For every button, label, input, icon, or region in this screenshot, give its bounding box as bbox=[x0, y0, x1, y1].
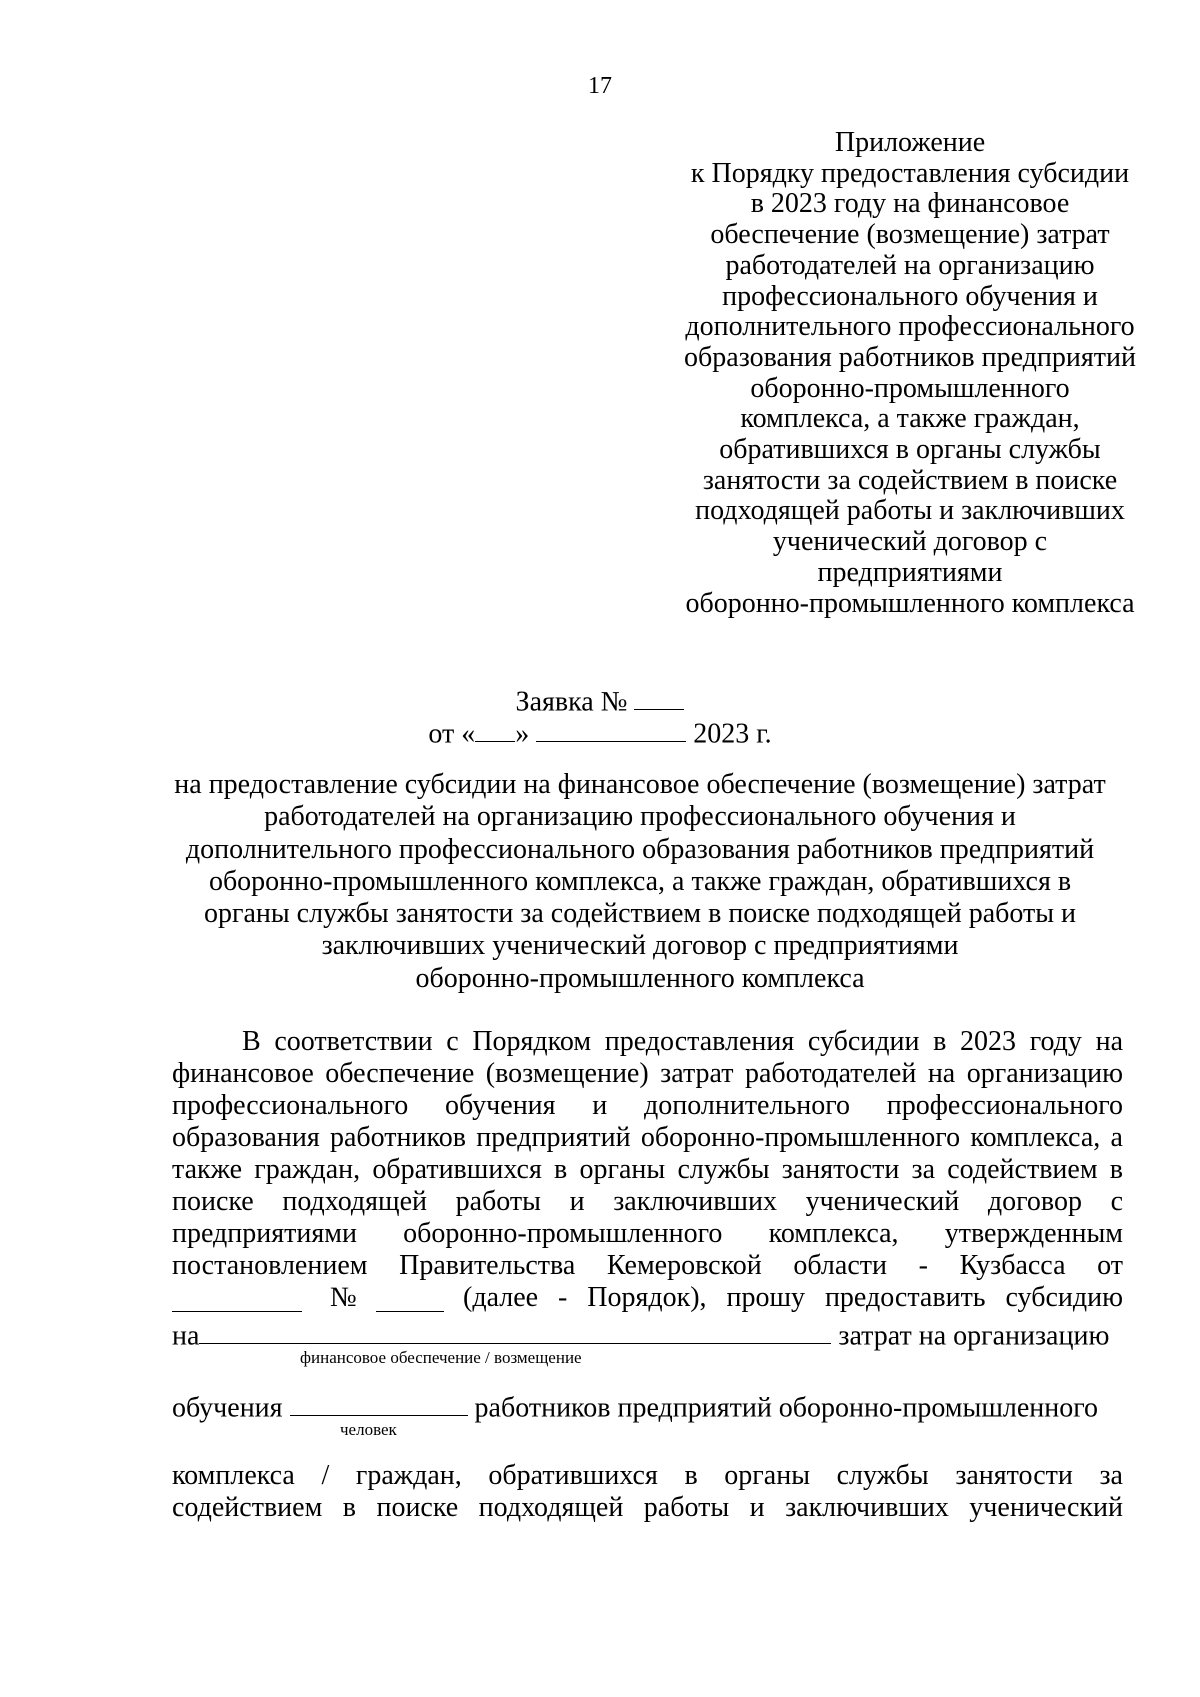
body-line-subsidy-type bbox=[172, 1314, 1109, 1352]
appendix-line: обеспечение (возмещение) затрат bbox=[710, 219, 1110, 251]
appendix-line: оборонно-промышленного комплекса bbox=[685, 587, 1135, 619]
subject-line: оборонно-промышленного комплекса, а также граждан, обратившихся в bbox=[208, 865, 1072, 897]
application-number-blank[interactable] bbox=[634, 680, 684, 710]
decree-date-blank[interactable] bbox=[172, 1282, 302, 1312]
training-suffix: работников предприятий оборонно-промышленного bbox=[474, 1392, 1099, 1424]
application-date bbox=[0, 712, 1200, 750]
body-line: образования работников предприятий оборонно-промышленного комплекса, а bbox=[172, 1122, 1123, 1153]
month-blank[interactable] bbox=[536, 712, 686, 742]
appendix-line: обратившихся в органы службы bbox=[719, 434, 1101, 466]
appendix-header bbox=[640, 128, 1180, 619]
appendix-line: занятости за содействием в поиске bbox=[702, 464, 1118, 496]
body-line: профессионального обучения и дополнительного профессионального bbox=[172, 1090, 1123, 1121]
appendix-line: в 2023 году на финансовое bbox=[750, 188, 1070, 220]
body-line-people bbox=[172, 1386, 1098, 1424]
appendix-line: Приложение bbox=[834, 127, 986, 158]
date-mid: » bbox=[515, 718, 530, 750]
decree-number-label: № bbox=[330, 1282, 357, 1313]
day-blank[interactable] bbox=[475, 712, 515, 742]
appendix-line: работодателей на организацию bbox=[725, 249, 1095, 281]
appendix-line: подходящей работы и заключивших bbox=[695, 495, 1125, 527]
appendix-line: комплекса, а также граждан, bbox=[740, 403, 1080, 435]
appendix-line: дополнительного профессионального bbox=[685, 311, 1135, 343]
subject-line: органы службы занятости за содействием в поиске подходящей работы и bbox=[203, 898, 1077, 930]
people-count-caption: человек bbox=[340, 1420, 397, 1439]
subsidy-prefix: на bbox=[172, 1320, 200, 1352]
application-subject bbox=[160, 769, 1120, 995]
body-line: также граждан, обратившихся в органы службы занятости за содействием в bbox=[172, 1154, 1123, 1185]
subsidy-suffix: затрат на организацию bbox=[838, 1320, 1110, 1352]
subject-line: на предоставление субсидии на финансовое обеспечение (возмещение) затрат bbox=[174, 769, 1106, 800]
page-number: 17 bbox=[588, 73, 612, 99]
body-line: поиске подходящей работы и заключивших ученический договор с bbox=[172, 1186, 1123, 1217]
training-prefix: обучения bbox=[172, 1392, 283, 1424]
body-line: содействием в поиске подходящей работы и заключивших ученический bbox=[172, 1492, 1123, 1523]
appendix-line: предприятиями bbox=[817, 556, 1003, 588]
body-line: комплекса / граждан, обратившихся в органы службы занятости за bbox=[172, 1460, 1123, 1491]
appendix-line: ученический договор с bbox=[772, 526, 1048, 558]
body-line: предприятиями оборонно-промышленного комплекса, утвержденным bbox=[172, 1218, 1123, 1249]
subject-line: работодателей на организацию профессионального обучения и bbox=[264, 801, 1016, 833]
body-line: В соответствии с Порядком предоставления субсидии в 2023 году на bbox=[242, 1026, 1123, 1057]
people-count-blank[interactable] bbox=[290, 1386, 468, 1416]
appendix-line: к Порядку предоставления субсидии bbox=[690, 157, 1130, 189]
body-line: (далее - Порядок), прошу предоставить субсидию bbox=[463, 1282, 1123, 1313]
subject-line: дополнительного профессионального образования работников предприятий bbox=[185, 833, 1095, 865]
date-suffix: 2023 г. bbox=[693, 718, 772, 750]
body-line: финансовое обеспечение (возмещение) затрат работодателей на организацию bbox=[172, 1058, 1123, 1089]
application-title-text: Заявка № bbox=[515, 686, 628, 718]
subsidy-type-blank[interactable] bbox=[199, 1314, 831, 1344]
subject-line: оборонно-промышленного комплекса bbox=[415, 962, 865, 994]
subsidy-type-caption: финансовое обеспечение / возмещение bbox=[300, 1348, 582, 1367]
appendix-line: образования работников предприятий bbox=[684, 341, 1136, 373]
body-line: постановлением Правительства Кемеровской области - Кузбасса от bbox=[172, 1250, 1123, 1281]
appendix-line: профессионального обучения и bbox=[722, 280, 1098, 312]
appendix-line: оборонно-промышленного bbox=[750, 372, 1070, 404]
subject-line: заключивших ученический договор с предприятиями bbox=[321, 930, 959, 962]
date-prefix: от « bbox=[428, 718, 476, 750]
decree-number-blank[interactable] bbox=[376, 1282, 444, 1312]
